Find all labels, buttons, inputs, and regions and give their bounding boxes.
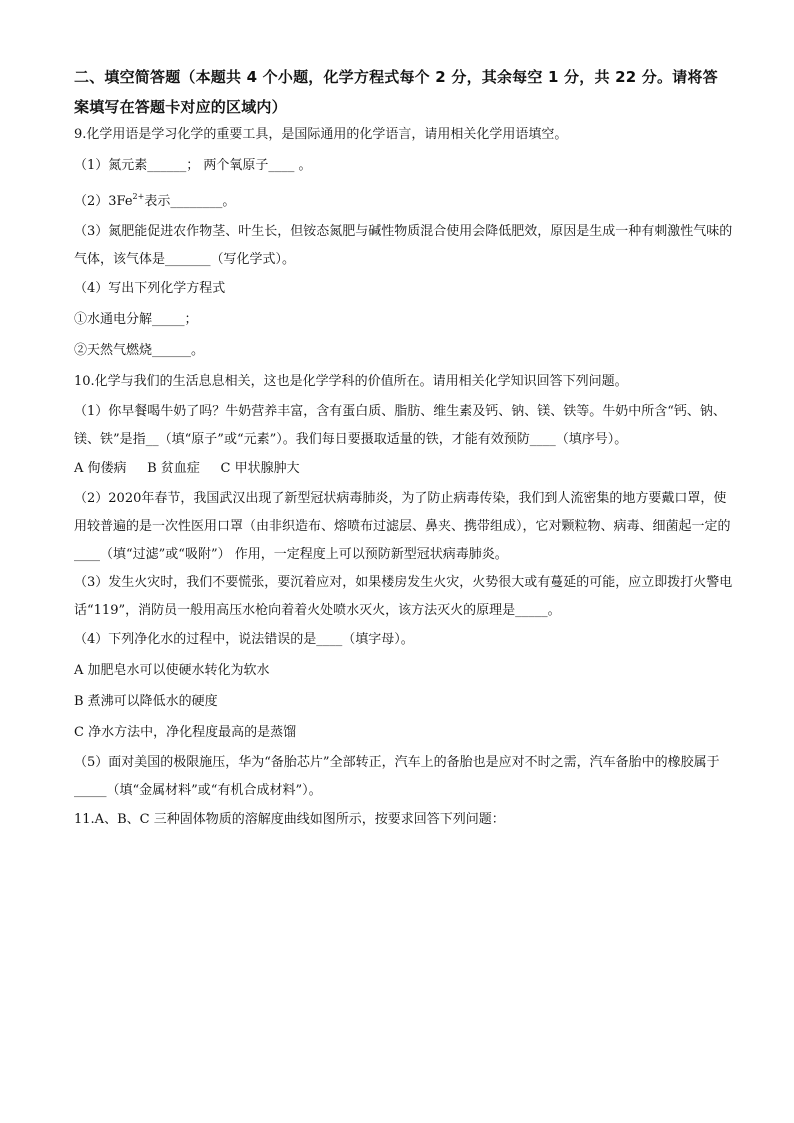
question-9-stem: 9.化学用语是学习化学的重要工具，是国际通用的化学语言，请用相关化学用语填空。	[74, 127, 568, 142]
question-10-part-3: （3）发生火灾时，我们不要慌张，要沉着应对，如果楼房发生火灾，火势很大或有蔓延的可能，应立即拨打火警电话“119”，消防员一般用高压水枪向着着火处喷水灭火，该方法灭火的原理是_____。	[74, 575, 733, 618]
question-9-part-3: （3）氮肥能促进农作物茎、叶生长，但铵态氮肥与碱性物质混合使用会降低肥效，原因是生成一种有刺激性气味的气体，该气体是_______（写化学式）。	[74, 224, 733, 267]
question-9-part-4: （4）写出下列化学方程式	[74, 281, 226, 296]
question-9	[74, 126, 734, 360]
question-10-part-1: （1）你早餐喝牛奶了吗？牛奶营养丰富，含有蛋白质、脂肪、维生素及钙、钠、镁、铁等。牛奶中所含“钙、钠、镁、铁”是指__（填“原子”或“元素”）。我们每日要摄取适量的铁，才能有效预防____（填序号）。	[74, 404, 726, 447]
question-11-stem: 11.A、B、C 三种固体物质的溶解度曲线如图所示，按要求回答下列问题：	[74, 812, 505, 827]
question-10-part-4: （4）下列净化水的过程中，说法错误的是____（填字母）。	[74, 632, 414, 647]
section-title	[74, 62, 734, 122]
question-10	[74, 373, 734, 805]
section-title-line2: 案填写在答题卡对应的区域内）	[74, 98, 287, 116]
question-10-part-5: （5）面对美国的极限施压，华为“备胎芯片”全部转正，汽车上的备胎也是应对不时之需，汽车备胎中的橡胶属于_____（填“金属材料”或“有机合成材料”）。	[74, 755, 720, 798]
question-11	[74, 811, 734, 829]
question-9-part-1: （1）氮元素______； 两个氧原子____ 。	[74, 158, 312, 173]
question-9-part-4-item-2: ②天然气燃烧______。	[74, 343, 205, 358]
question-10-part-4-option-b: B 煮沸可以降低水的硬度	[74, 694, 218, 709]
question-10-part-4-option-a: A 加肥皂水可以使硬水转化为软水	[74, 663, 270, 678]
part-2-suffix: 表示________。	[144, 194, 236, 209]
question-10-part-1-options: A 佝偻病 B 贫血症 C 甲状腺肿大	[74, 461, 300, 476]
question-10-part-2: （2）2020年春节，我国武汉出现了新型冠状病毒肺炎，为了防止病毒传染，我们到人流密集的地方要戴口罩，使用较普遍的是一次性医用口罩（由非织造布、熔喷布过滤层、鼻夹、携带组成），它对颗粒物、病毒、细菌起一定的____（填“过滤”或“吸附”） 作用，一定程度上可以预防新型冠状病毒肺炎。	[74, 491, 731, 562]
question-10-part-4-option-c: C 净水方法中，净化程度最高的是蒸馏	[74, 725, 297, 740]
section-title-line1: 二、填空简答题（本题共 4 个小题，化学方程式每个 2 分，其余每空 1 分，共 22 分。请将答	[74, 68, 718, 86]
ion-charge-superscript: 2+	[132, 192, 145, 201]
question-9-part-2	[74, 188, 734, 211]
exam-page	[74, 62, 734, 842]
part-2-prefix: （2）3Fe	[74, 194, 133, 209]
question-9-part-4-item-1: ①水通电分解_____；	[74, 312, 198, 327]
question-10-stem: 10.化学与我们的生活息息相关，这也是化学学科的价值所在。请用相关化学知识回答下列问题。	[74, 374, 628, 389]
